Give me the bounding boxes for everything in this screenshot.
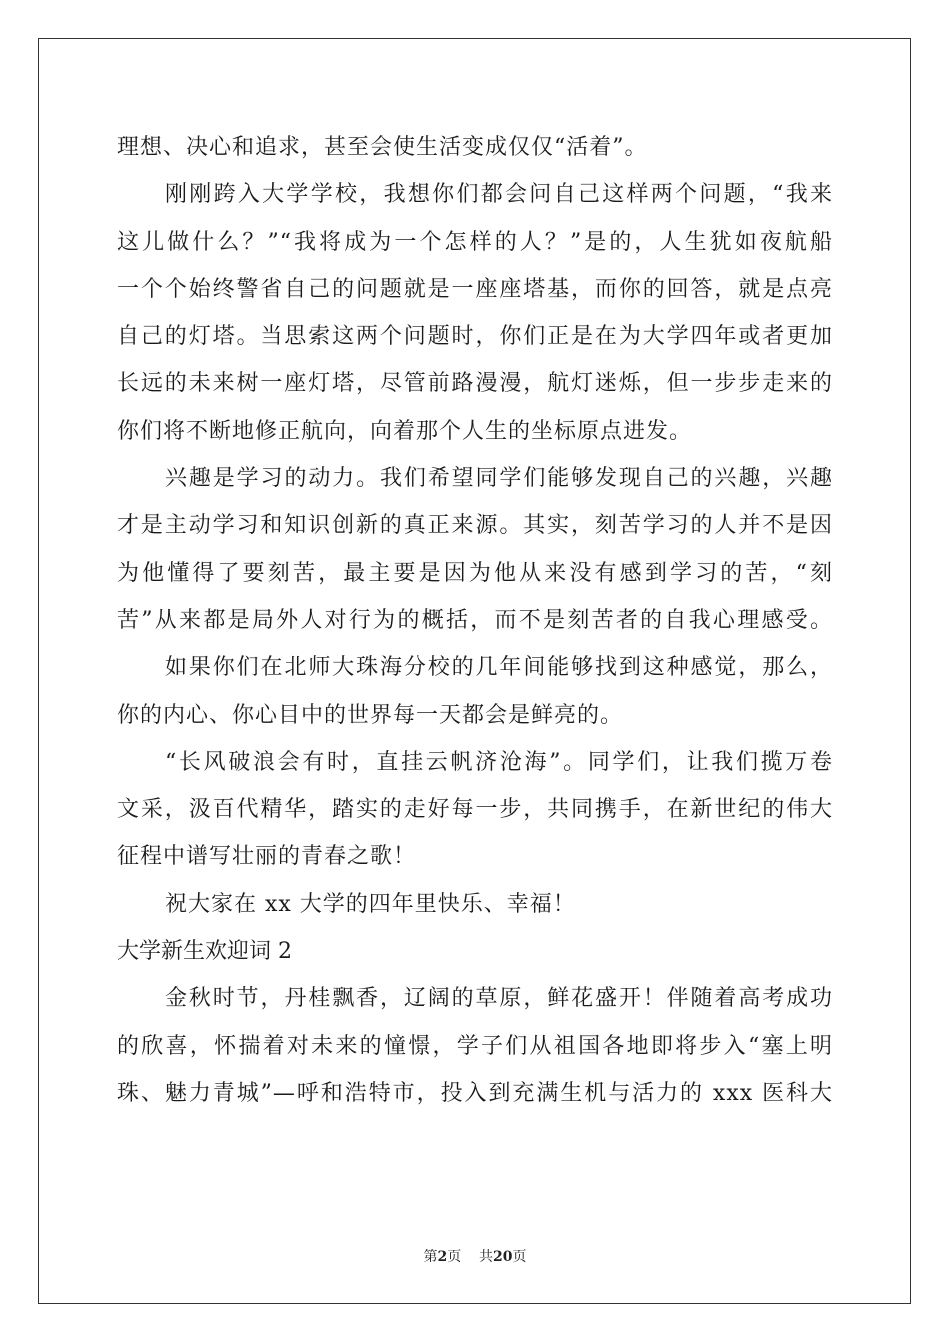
- text-line: 这儿做什么？”“我将成为一个怎样的人？”是的，人生犹如夜航船: [117, 229, 833, 255]
- footer-total-suffix: 页: [512, 1249, 527, 1265]
- text-line: 苦”从来都是局外人对行为的概括，而不是刻苦者的自我心理感受。: [117, 607, 833, 633]
- footer-total-prefix: 共: [479, 1249, 494, 1265]
- text-line: 才是主动学习和知识创新的真正来源。其实，刻苦学习的人并不是因: [117, 513, 833, 539]
- footer-page-suffix: 页: [447, 1249, 462, 1265]
- page-footer: [0, 1246, 950, 1266]
- text-line: 一个个始终警省自己的问题就是一座座塔基，而你的回答，就是点亮: [117, 276, 833, 302]
- text-line: 你的内心、你心目中的世界每一天都会是鲜亮的。: [117, 702, 624, 728]
- text-line: 的欣喜，怀揣着对未来的憧憬，学子们从祖国各地即将步入“塞上明: [117, 1033, 833, 1059]
- footer-prefix: 第: [423, 1249, 438, 1265]
- text-line: 你们将不断地修正航向，向着那个人生的坐标原点进发。: [117, 418, 693, 444]
- text-line: 长远的未来树一座灯塔，尽管前路漫漫，航灯迷烁，但一步步走来的: [117, 371, 833, 397]
- text-line: 理想、决心和追求，甚至会使生活变成仅仅“活着”。: [117, 135, 648, 160]
- section-heading: 大学新生欢迎词 2: [117, 939, 292, 965]
- text-line: 祝大家在 xx 大学的四年里快乐、幸福！: [165, 891, 576, 917]
- footer-page-number: 2: [437, 1249, 448, 1265]
- text-line: 自己的灯塔。当思索这两个问题时，你们正是在为大学四年或者更加: [117, 324, 833, 350]
- text-line: 刚刚跨入大学学校，我想你们都会问自己这样两个问题，“我来: [165, 182, 833, 208]
- text-line: 征程中谱写壮丽的青春之歌！: [117, 844, 417, 870]
- text-line: 为他懂得了要刻苦，最主要是因为他从来没有感到学习的苦，“刻: [117, 560, 833, 586]
- text-line: 金秋时节，丹桂飘香，辽阔的草原，鲜花盛开！伴随着高考成功: [165, 986, 833, 1012]
- footer-total-pages: 20: [493, 1249, 513, 1265]
- text-line: “长风破浪会有时，直挂云帆济沧海”。同学们，让我们揽万卷: [165, 749, 833, 775]
- text-line: 珠、魅力青城”—呼和浩特市，投入到充满生机与活力的 xxx 医科大: [117, 1080, 833, 1106]
- document-body: [117, 124, 833, 1117]
- text-line: 兴趣是学习的动力。我们希望同学们能够发现自己的兴趣，兴趣: [165, 466, 833, 492]
- text-line: 如果你们在北师大珠海分校的几年间能够找到这种感觉，那么，: [165, 655, 833, 681]
- text-line: 文采，汲百代精华，踏实的走好每一步，共同携手，在新世纪的伟大: [117, 797, 833, 823]
